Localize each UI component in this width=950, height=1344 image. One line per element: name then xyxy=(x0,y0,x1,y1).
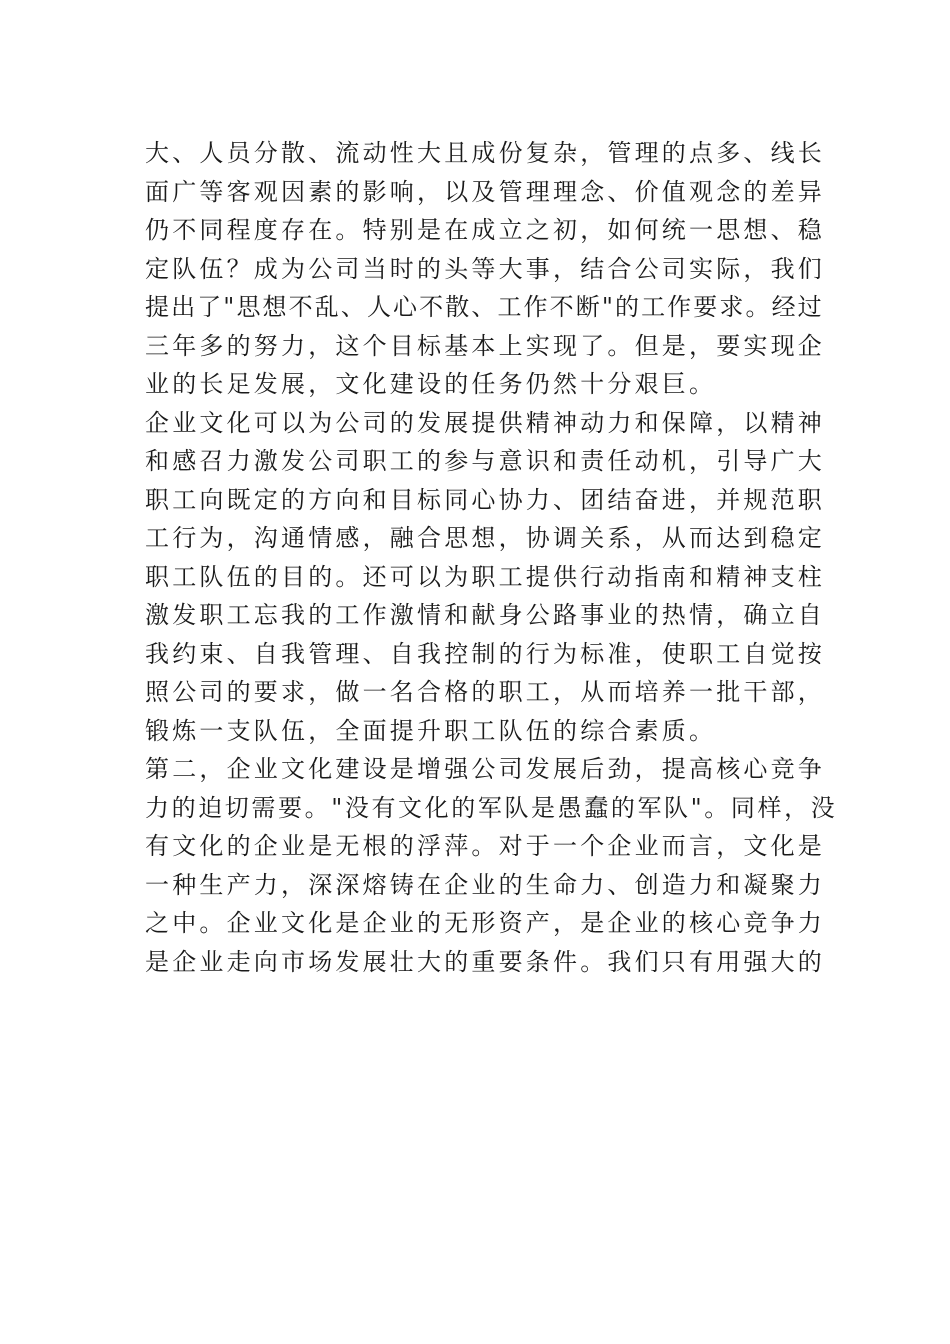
text-line-1: 大、人员分散、流动性大且成份复杂，管理的点多、线长 xyxy=(145,139,825,167)
text-line-12: 职工队伍的目的。还可以为职工提供行动指南和精神支柱 xyxy=(145,562,825,591)
text-line-15: 照公司的要求，做一名合格的职工，从而培养一批干部， xyxy=(145,678,825,706)
text-line-4: 定队伍？成为公司当时的头等大事，结合公司实际，我们 xyxy=(145,254,825,283)
text-line-6: 三年多的努力，这个目标基本上实现了。但是，要实现企 xyxy=(145,331,825,360)
text-line-19: 有文化的企业是无根的浮萍。对于一个企业而言，文化是 xyxy=(145,832,825,860)
text-line-5: 提出了"思想不乱、人心不散、工作不断"的工作要求。经过 xyxy=(145,293,824,321)
text-line-14: 我约束、自我管理、自我控制的行为标准，使职工自觉按 xyxy=(145,639,825,668)
text-line-21: 之中。企业文化是企业的无形资产，是企业的核心竞争力 xyxy=(145,909,825,937)
body-text xyxy=(145,134,838,981)
text-line-18: 力的迫切需要。"没有文化的军队是愚蠢的军队"。同样，没 xyxy=(145,793,838,822)
text-line-11: 工行为，沟通情感，融合思想，协调关系，从而达到稳定 xyxy=(145,524,825,552)
text-line-16: 锻炼一支队伍，全面提升职工队伍的综合素质。 xyxy=(145,716,717,745)
text-line-3: 仍不同程度存在。特别是在成立之初，如何统一思想、稳 xyxy=(145,216,825,244)
text-line-17: 第二，企业文化建设是增强公司发展后劲，提高核心竞争 xyxy=(145,755,825,783)
text-line-10: 职工向既定的方向和目标同心协力、团结奋进，并规范职 xyxy=(145,485,825,514)
text-line-2: 面广等客观因素的影响，以及管理理念、价值观念的差异 xyxy=(145,177,825,206)
text-line-7: 业的长足发展，文化建设的任务仍然十分艰巨。 xyxy=(145,370,717,398)
text-line-20: 一种生产力，深深熔铸在企业的生命力、创造力和凝聚力 xyxy=(145,870,825,899)
text-line-22: 是企业走向市场发展壮大的重要条件。我们只有用强大的 xyxy=(145,947,825,976)
text-line-9: 和感召力激发公司职工的参与意识和责任动机，引导广大 xyxy=(145,447,825,475)
text-line-8: 企业文化可以为公司的发展提供精神动力和保障，以精神 xyxy=(145,408,825,437)
text-line-13: 激发职工忘我的工作激情和献身公路事业的热情，确立自 xyxy=(145,601,825,629)
